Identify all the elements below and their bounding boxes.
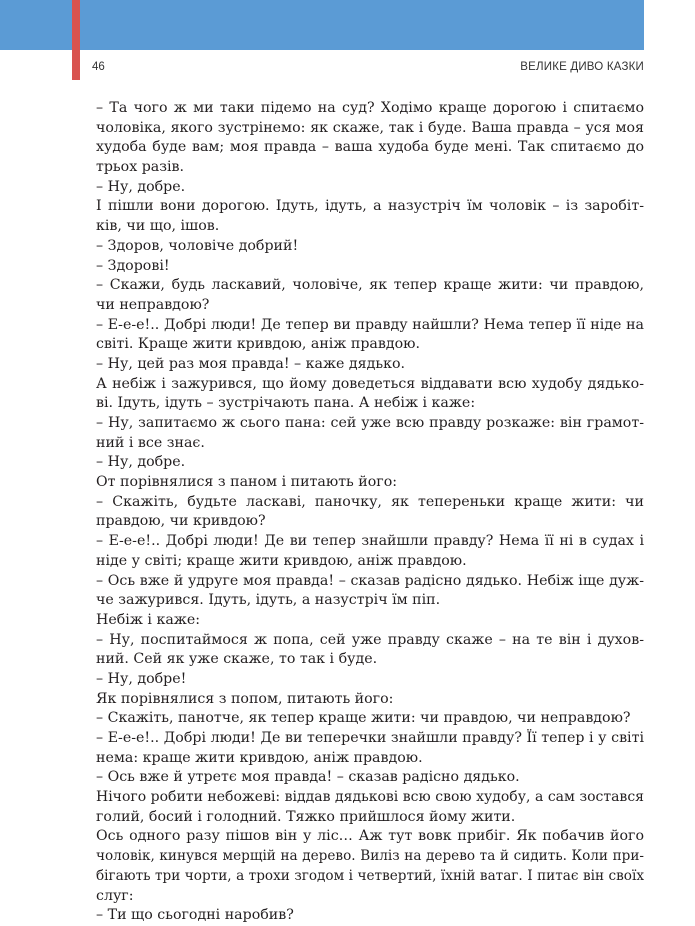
text-line: ві. Ідуть, ідуть – зустрічають пана. А небіж і каже: xyxy=(96,395,476,412)
text-line: – Ну, добре. xyxy=(96,178,186,195)
text-line: – Здорові! xyxy=(96,257,170,274)
text-line: – Ось вже й утретє моя правда! – сказав радісно дядько. xyxy=(96,769,520,786)
text-line: – Ти що сьогодні наробив? xyxy=(96,907,294,924)
text-line: – Скажіть, будьте ласкаві, паночку, як тепереньки краще жити: чи xyxy=(96,493,644,510)
text-line: – Е-е-е!.. Добрі люди! Де ви теперечки знайшли правду? Її тепер і у світі xyxy=(96,730,644,746)
text-line: ніде у світі; краще жити кривдою, аніж правдою. xyxy=(96,552,467,569)
text-line: – Ну, добре! xyxy=(96,670,187,687)
text-line: І пішли вони дорогою. Ідуть, ідуть, а назустріч їм чоловік – із заробіт- xyxy=(96,198,644,215)
story-text xyxy=(96,99,644,926)
text-line: нема: краще жити кривдою, аніж правдою. xyxy=(96,749,423,766)
text-line: – Ну, добре. xyxy=(96,454,186,471)
text-line: – Ось вже й удруге моя правда! – сказав радісно дядько. Небіж іще дуж- xyxy=(96,572,644,589)
text-line: – Ну, запитаємо ж сього пана: сей уже всю правду розкаже: він грамот- xyxy=(96,415,644,431)
text-line: – Е-е-е!.. Добрі люди! Де ви тепер знайшли правду? Нема її ні в судах і xyxy=(96,533,644,550)
text-line: голий, босий і голодний. Тяжко прийшлося йому жити. xyxy=(96,808,516,825)
text-line: правдою, чи кривдою? xyxy=(96,513,266,530)
text-line: – Скажи, будь ласкавий, чоловіче, як тепер краще жити: чи правдою, xyxy=(96,277,644,294)
text-line: світі. Краще жити кривдою, аніж правдою. xyxy=(96,336,420,353)
page-number: 46 xyxy=(92,61,105,73)
text-line: Нічого робити небожеві: віддав дядькові всю свою худобу, а сам зостався xyxy=(96,789,644,806)
text-line: чи неправдою? xyxy=(96,296,210,313)
accent-bar xyxy=(72,0,80,80)
text-line: Ось одного разу пішов він у ліс… Аж тут вовк прибіг. Як побачив його xyxy=(96,828,644,845)
text-line: ків, чи що, ішов. xyxy=(96,218,220,235)
text-line: бігають три чорти, а трохи згодом і четвертий, їхній ватаг. І питає він своїх xyxy=(96,867,644,884)
text-line: слуг: xyxy=(96,887,134,904)
text-line: Небіж і каже: xyxy=(96,611,201,628)
text-line: – Ну, цей раз моя правда! – каже дядько. xyxy=(96,355,405,372)
text-line: ний. Сей як уже скаже, то так і буде. xyxy=(96,651,378,668)
text-line: че зажурився. Ідуть, ідуть, а назустріч їм піп. xyxy=(96,592,441,609)
text-line: – Здоров, чоловіче добрий! xyxy=(96,237,299,254)
text-line: трьох разів. xyxy=(96,159,185,176)
text-line: чоловік, кинувся мерщій на дерево. Виліз на дерево та й сидить. Коли при- xyxy=(96,848,644,865)
text-line: худоба буде вам; моя правда – ваша худоба буде мені. Так спитаємо до xyxy=(96,139,644,156)
text-line: – Та чого ж ми таки підемо на суд? Ходімо краще дорогою і спитаємо xyxy=(96,100,644,116)
chapter-title: ВЕЛИКЕ ДИВО КАЗКИ xyxy=(520,61,644,73)
header-band xyxy=(0,0,644,50)
text-line: От порівнялися з паном і питають його: xyxy=(96,474,398,491)
text-line: А небіж і зажурився, що йому доведеться віддавати всю худобу дядько- xyxy=(96,375,644,392)
text-line: – Ну, поспитаймося ж попа, сей уже правду скаже – на те він і духов- xyxy=(96,631,644,648)
text-line: чоловіка, якого зустрінемо: як скаже, так і буде. Ваша правда – уся моя xyxy=(96,119,644,136)
text-line: Як порівнялися з попом, питають його: xyxy=(96,690,394,707)
text-line: ний і все знає. xyxy=(96,434,205,451)
text-line: – Е-е-е!.. Добрі люди! Де тепер ви правду найшли? Нема тепер її ніде на xyxy=(96,316,644,333)
text-line: – Скажіть, панотче, як тепер краще жити: чи правдою, чи неправдою? xyxy=(96,710,631,727)
